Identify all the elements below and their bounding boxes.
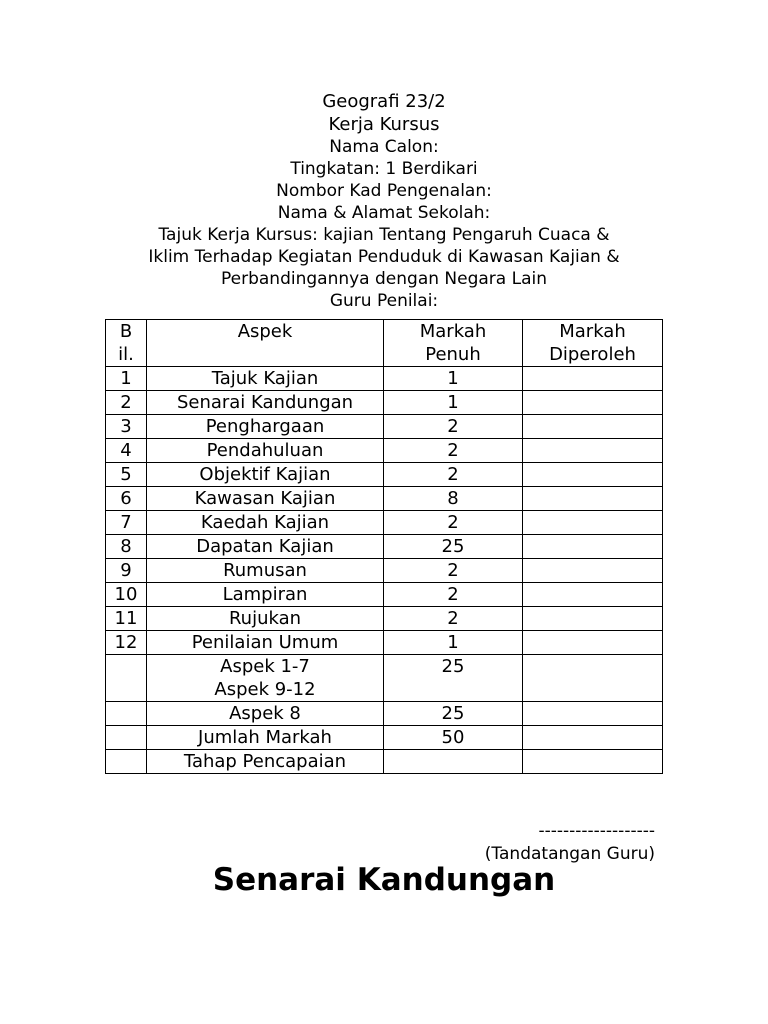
markah-penuh-cell: 25 xyxy=(384,655,523,702)
table-row xyxy=(106,583,663,607)
markah-penuh-cell: 25 xyxy=(384,702,523,726)
table-row xyxy=(106,463,663,487)
bil-cell: 8 xyxy=(106,535,147,559)
aspek-cell: Rujukan xyxy=(147,607,384,631)
marks-table xyxy=(105,319,663,774)
markah-penuh-cell: 2 xyxy=(384,583,523,607)
table-row xyxy=(106,391,663,415)
markah-penuh-cell: 2 xyxy=(384,463,523,487)
aspek-cell: Penghargaan xyxy=(147,415,384,439)
form-level-label: Tingkatan: 1 Berdikari xyxy=(290,159,478,179)
aspek-cell: Jumlah Markah xyxy=(147,726,384,750)
table-row xyxy=(106,367,663,391)
summary-row-jumlah xyxy=(106,726,663,750)
aspek-cell: Tajuk Kajian xyxy=(147,367,384,391)
header-bil: B il. xyxy=(106,320,147,367)
aspek-cell: Objektif Kajian xyxy=(147,463,384,487)
aspek-cell: Tahap Pencapaian xyxy=(147,750,384,774)
markah-diperoleh-cell[interactable] xyxy=(523,750,663,774)
markah-penuh-cell xyxy=(384,750,523,774)
aspek-cell: Kaedah Kajian xyxy=(147,511,384,535)
markah-diperoleh-cell[interactable] xyxy=(523,487,663,511)
markah-diperoleh-cell[interactable] xyxy=(523,511,663,535)
markah-penuh-cell: 8 xyxy=(384,487,523,511)
bil-cell: 7 xyxy=(106,511,147,535)
table-row xyxy=(106,535,663,559)
bil-cell xyxy=(106,726,147,750)
bil-cell xyxy=(106,750,147,774)
aspek-cell: Aspek 8 xyxy=(147,702,384,726)
bil-cell: 10 xyxy=(106,583,147,607)
aspek-cell: Pendahuluan xyxy=(147,439,384,463)
table-row xyxy=(106,607,663,631)
markah-penuh-cell: 1 xyxy=(384,631,523,655)
table-row xyxy=(106,559,663,583)
bil-cell: 11 xyxy=(106,607,147,631)
markah-diperoleh-cell[interactable] xyxy=(523,463,663,487)
aspek-cell: Lampiran xyxy=(147,583,384,607)
header-markah-diperoleh: Markah Diperoleh xyxy=(523,320,663,367)
signature-label: (Tandatangan Guru) xyxy=(484,844,655,864)
markah-penuh-cell: 2 xyxy=(384,415,523,439)
document-header xyxy=(0,90,768,312)
table-header-row xyxy=(106,320,663,367)
markah-diperoleh-cell[interactable] xyxy=(523,535,663,559)
assessor-label: Guru Penilai: xyxy=(329,291,439,311)
header-aspek: Aspek xyxy=(147,320,384,367)
markah-diperoleh-cell[interactable] xyxy=(523,391,663,415)
markah-diperoleh-cell[interactable] xyxy=(523,702,663,726)
bil-cell: 1 xyxy=(106,367,147,391)
aspek-cell: Dapatan Kajian xyxy=(147,535,384,559)
markah-diperoleh-cell[interactable] xyxy=(523,607,663,631)
bil-cell: 6 xyxy=(106,487,147,511)
summary-row-tahap xyxy=(106,750,663,774)
table-row xyxy=(106,631,663,655)
table-row xyxy=(106,487,663,511)
aspek-cell: Rumusan xyxy=(147,559,384,583)
bil-cell: 4 xyxy=(106,439,147,463)
markah-penuh-cell: 1 xyxy=(384,391,523,415)
aspek-cell: Penilaian Umum xyxy=(147,631,384,655)
markah-diperoleh-cell[interactable] xyxy=(523,415,663,439)
bil-cell xyxy=(106,702,147,726)
markah-penuh-cell: 2 xyxy=(384,559,523,583)
markah-penuh-cell: 50 xyxy=(384,726,523,750)
ic-number-label: Nombor Kad Pengenalan: xyxy=(276,181,492,201)
bil-cell: 3 xyxy=(106,415,147,439)
table-row xyxy=(106,439,663,463)
bil-cell xyxy=(106,655,147,702)
markah-diperoleh-cell[interactable] xyxy=(523,559,663,583)
coursework-topic-line-2: Iklim Terhadap Kegiatan Penduduk di Kawasan Kajian & xyxy=(148,247,620,267)
markah-diperoleh-cell[interactable] xyxy=(523,655,663,702)
aspek-cell: Senarai Kandungan xyxy=(147,391,384,415)
markah-penuh-cell: 2 xyxy=(384,511,523,535)
coursework-title: Kerja Kursus xyxy=(328,114,440,135)
table-row xyxy=(106,415,663,439)
markah-diperoleh-cell[interactable] xyxy=(523,726,663,750)
summary-row-aspek-groups xyxy=(106,655,663,702)
summary-row-aspek-8 xyxy=(106,702,663,726)
table-row xyxy=(106,511,663,535)
section-heading: Senarai Kandungan xyxy=(212,862,556,898)
subject-title: Geografi 23/2 xyxy=(322,91,446,112)
markah-penuh-cell: 1 xyxy=(384,367,523,391)
coursework-topic-line-3: Perbandingannya dengan Negara Lain xyxy=(221,269,547,289)
coursework-topic-line-1: Tajuk Kerja Kursus: kajian Tentang Pengaruh Cuaca & xyxy=(158,225,610,245)
markah-diperoleh-cell[interactable] xyxy=(523,631,663,655)
candidate-name-label: Nama Calon: xyxy=(329,137,439,157)
header-markah-penuh: Markah Penuh xyxy=(384,320,523,367)
markah-diperoleh-cell[interactable] xyxy=(523,583,663,607)
aspek-cell: Aspek 1-7 Aspek 9-12 xyxy=(147,655,384,702)
bil-cell: 2 xyxy=(106,391,147,415)
bil-cell: 9 xyxy=(106,559,147,583)
markah-penuh-cell: 2 xyxy=(384,607,523,631)
signature-line: ------------------- xyxy=(538,821,655,841)
bil-cell: 12 xyxy=(106,631,147,655)
markah-penuh-cell: 25 xyxy=(384,535,523,559)
markah-penuh-cell: 2 xyxy=(384,439,523,463)
aspek-cell: Kawasan Kajian xyxy=(147,487,384,511)
school-address-label: Nama & Alamat Sekolah: xyxy=(277,203,491,223)
markah-diperoleh-cell[interactable] xyxy=(523,439,663,463)
markah-diperoleh-cell[interactable] xyxy=(523,367,663,391)
bil-cell: 5 xyxy=(106,463,147,487)
